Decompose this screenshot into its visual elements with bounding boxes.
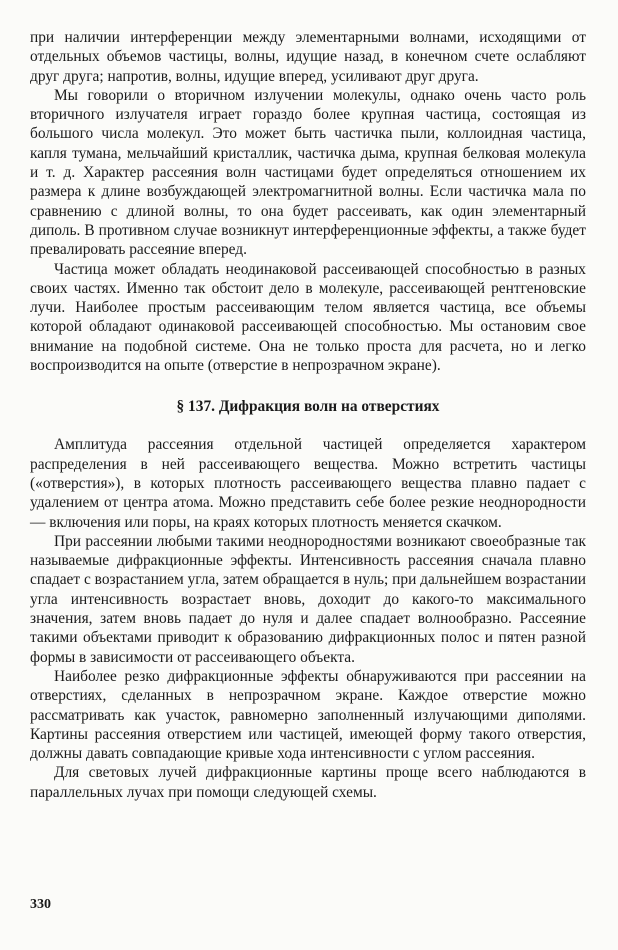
paragraph-secondary-radiation: Мы говорили о вторичном излучении молекулы, однако очень часто роль вторичного излучателя играет гораздо более крупная частица, состоящая из большого числа молекул. Это может быть частичка пыли, коллоидная частица, капля тумана, мельчайший кристаллик, частичка дыма, крупная белковая молекула и т. д. Характер рассеяния волн частицами будет определяться отношением их размера к длине возбуждающей электромагнитной волны. Если частичка мала по сравнению с длиной волны, то она будет рассеивать, как один элементарный диполь. В противном случае возникнут интерференционные эффекты, а также будет превалировать рассеяние вперед. bbox=[30, 86, 586, 259]
page-number: 330 bbox=[30, 897, 51, 912]
paragraph-amplitude: Амплитуда рассеяния отдельной частицей определяется характером распределения в ней рассеивающего вещества. Можно встретить частицы («отверстия»), в которых плотность рассеивающего вещества плавно падает с удалением от центра атома. Можно представить себе более резкие неоднородности — включения или поры, на краях которых плотность меняется скачком. bbox=[30, 436, 586, 531]
section-heading: § 137. Дифракция волн на отверстиях bbox=[176, 398, 440, 416]
paragraph-scattering-ability: Частица может обладать неодинаковой рассеивающей способностью в разных своих частях. Именно так обстоит дело в молекуле, рассеивающей рентгеновские лучи. Наиболее простым рассеивающим телом является частица, все объемы которой обладают одинаковой рассеивающей способностью. Мы остановим свое внимание на подобной системе. Она не только проста для расчета, но и легко воспроизводится на опыте (отверстие в непрозрачном экране). bbox=[30, 260, 586, 375]
page-text bbox=[30, 28, 586, 802]
paragraph-continuation: при наличии интерференции между элементарными волнами, исходящими от отдельных объемов частицы, волны, идущие назад, в конечном счете ослабляют друг друга; напротив, волны, идущие вперед, усиливают друг друга. bbox=[30, 29, 586, 85]
paragraph-apertures: Наиболее резко дифракционные эффекты обнаруживаются при рассеянии на отверстиях, сделанных в непрозрачном экране. Каждое отверстие можно рассматривать как участок, равномерно заполненный излучающими диполями. Картины рассеяния отверстием или частицей, имеющей форму такого отверстия, должны давать совпадающие кривые хода интенсивности с углом рассеяния. bbox=[30, 667, 586, 763]
paragraph-diffraction-effects: При рассеянии любыми такими неоднородностями возникают своеобразные так называемые дифракционные эффекты. Интенсивность рассеяния сначала плавно спадает с возрастанием угла, затем обращается в нуль; при дальнейшем возрастании угла интенсивность возрастает вновь, доходит до какого-то максимального значения, затем вновь падает до нуля и далее спадает волнообразно. Рассеяние такими объектами приводит к образованию дифракционных полос и пятен разной формы в зависимости от рассеивающего объекта. bbox=[30, 532, 586, 666]
paragraph-light-rays: Для световых лучей дифракционные картины проще всего наблюдаются в параллельных лучах при помощи следующей схемы. bbox=[30, 764, 586, 801]
